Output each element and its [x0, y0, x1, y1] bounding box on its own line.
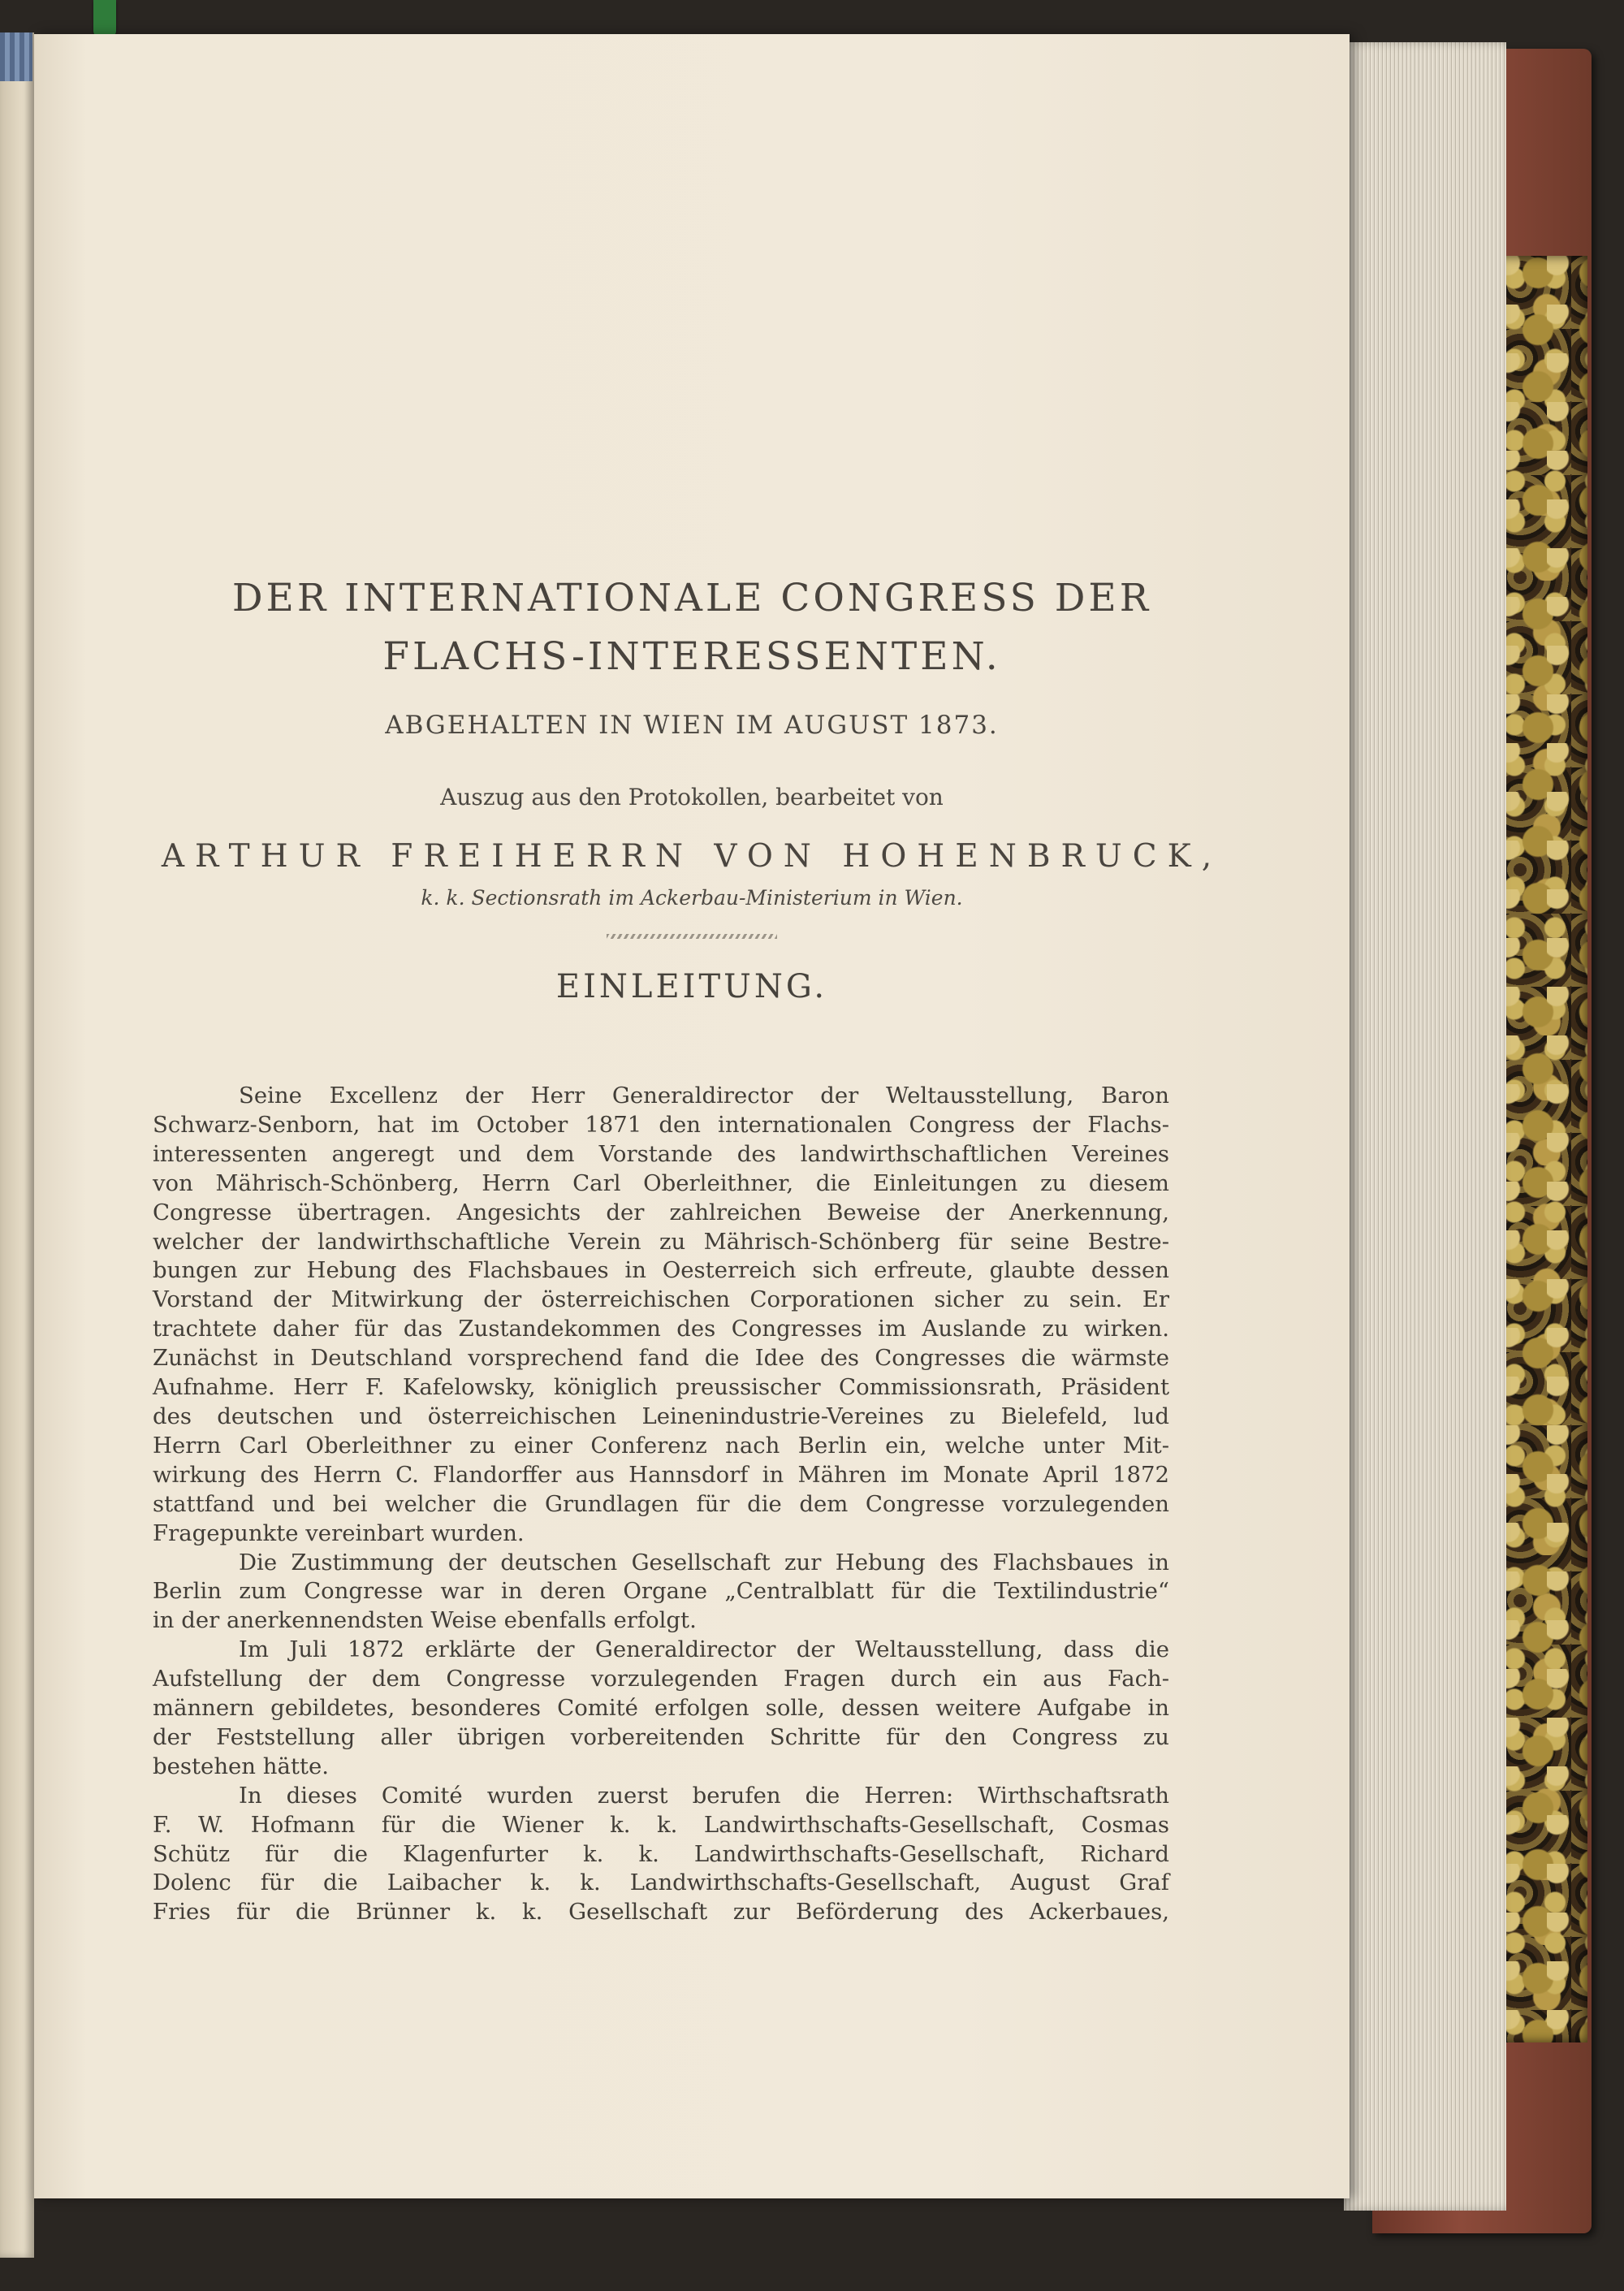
- text-line: Herrn Carl Oberleithner zu einer Conferenz nach Berlin ein, welche unter Mit-: [153, 1432, 1169, 1459]
- text-line: Zunächst in Deutschland vorsprechend fand die Idee des Congresses die wärmste: [153, 1345, 1169, 1372]
- text-line: Im Juli 1872 erklärte der Generaldirector der Weltausstellung, dass die: [239, 1636, 1169, 1663]
- text-line: trachtete daher für das Zustandekommen des Congresses im Auslande zu wirken.: [153, 1316, 1169, 1342]
- headband: [0, 32, 32, 81]
- author-name: ARTHUR FREIHERRN VON HOHENBRUCK,: [161, 838, 1223, 875]
- text-line: in der anerkennendsten Weise ebenfalls erfolgt.: [153, 1607, 697, 1634]
- text-line: Berlin zum Congresse war in deren Organe „Centralblatt für die Textilindustrie“: [153, 1578, 1169, 1605]
- text-line: welcher der landwirthschaftliche Verein zu Mährisch-Schönberg für seine Bestre-: [153, 1228, 1169, 1255]
- text-line: bungen zur Hebung des Flachsbaues in Oesterreich sich erfreute, glaubte dessen: [153, 1257, 1169, 1284]
- text-line: Die Zustimmung der deutschen Gesellschaft zur Hebung des Flachsbaues in: [239, 1549, 1169, 1576]
- previous-page-edge: [0, 32, 34, 2258]
- text-line: Aufnahme. Herr F. Kafelowsky, königlich preussischer Commissionsrath, Präsident: [153, 1374, 1169, 1401]
- page-block-edges: [1344, 42, 1506, 2211]
- text-line: bestehen hätte.: [153, 1753, 329, 1779]
- book-page: [34, 34, 1350, 2198]
- title-line-2: FLACHS-INTERESSENTEN.: [382, 634, 1001, 679]
- title-line-1: DER INTERNATIONALE CONGRESS DER: [231, 576, 1152, 620]
- text-line: Fries für die Brünner k. k. Gesellschaft zur Beförderung des Ackerbaues,: [153, 1899, 1169, 1926]
- text-line: Vorstand der Mitwirkung der österreichischen Corporationen sicher zu sein. Er: [153, 1286, 1169, 1313]
- ornamental-divider: [607, 934, 777, 939]
- text-line: Schütz für die Klagenfurter k. k. Landwirthschafts-Gesellschaft, Richard: [153, 1840, 1169, 1867]
- text-line: stattfand und bei welcher die Grundlagen für die dem Congresse vorzulegenden: [153, 1490, 1169, 1517]
- text-line: von Mährisch-Schönberg, Herrn Carl Oberleithner, die Einleitungen zu diesem: [153, 1169, 1169, 1196]
- marbled-cover-edge: [1498, 256, 1587, 2042]
- text-line: F. W. Hofmann für die Wiener k. k. Landwirthschafts-Gesellschaft, Cosmas: [153, 1811, 1169, 1838]
- body-text: [153, 1082, 1169, 1927]
- text-line: Schwarz-Senborn, hat im October 1871 den internationalen Congress der Flachs-: [153, 1111, 1169, 1138]
- section-title: EINLEITUNG.: [555, 968, 828, 1005]
- text-line: In dieses Comité wurden zuerst berufen die Herren: Wirthschaftsrath: [239, 1782, 1169, 1809]
- subtitle: ABGEHALTEN IN WIEN IM AUGUST 1873.: [385, 711, 999, 740]
- bookmark-ribbon: [93, 0, 116, 37]
- text-line: Seine Excellenz der Herr Generaldirector der Weltausstellung, Baron: [239, 1083, 1169, 1109]
- title-block: [34, 574, 1350, 1005]
- text-line: Dolenc für die Laibacher k. k. Landwirthschafts-Gesellschaft, August Graf: [153, 1870, 1169, 1896]
- text-line: des deutschen und österreichischen Leinenindustrie-Vereines zu Bielefeld, lud: [153, 1403, 1169, 1429]
- text-line: der Feststellung aller übrigen vorbereitenden Schritte für den Congress zu: [153, 1723, 1169, 1750]
- text-line: Aufstellung der dem Congresse vorzulegenden Fragen durch ein aus Fach-: [153, 1666, 1169, 1692]
- author-position: k. k. Sectionsrath im Ackerbau-Ministerium in Wien.: [421, 886, 963, 910]
- excerpt-note: Auszug aus den Protokollen, bearbeitet von: [440, 784, 944, 810]
- text-line: Congresse übertragen. Angesichts der zahlreichen Beweise der Anerkennung,: [153, 1199, 1169, 1225]
- text-line: Fragepunkte vereinbart wurden.: [153, 1519, 525, 1546]
- text-line: interessenten angeregt und dem Vorstande des landwirthschaftlichen Vereines: [153, 1140, 1169, 1167]
- text-line: männern gebildetes, besonderes Comité erfolgen solle, dessen weitere Aufgabe in: [153, 1695, 1169, 1722]
- text-line: wirkung des Herrn C. Flandorffer aus Hannsdorf in Mähren im Monate April 1872: [153, 1461, 1169, 1488]
